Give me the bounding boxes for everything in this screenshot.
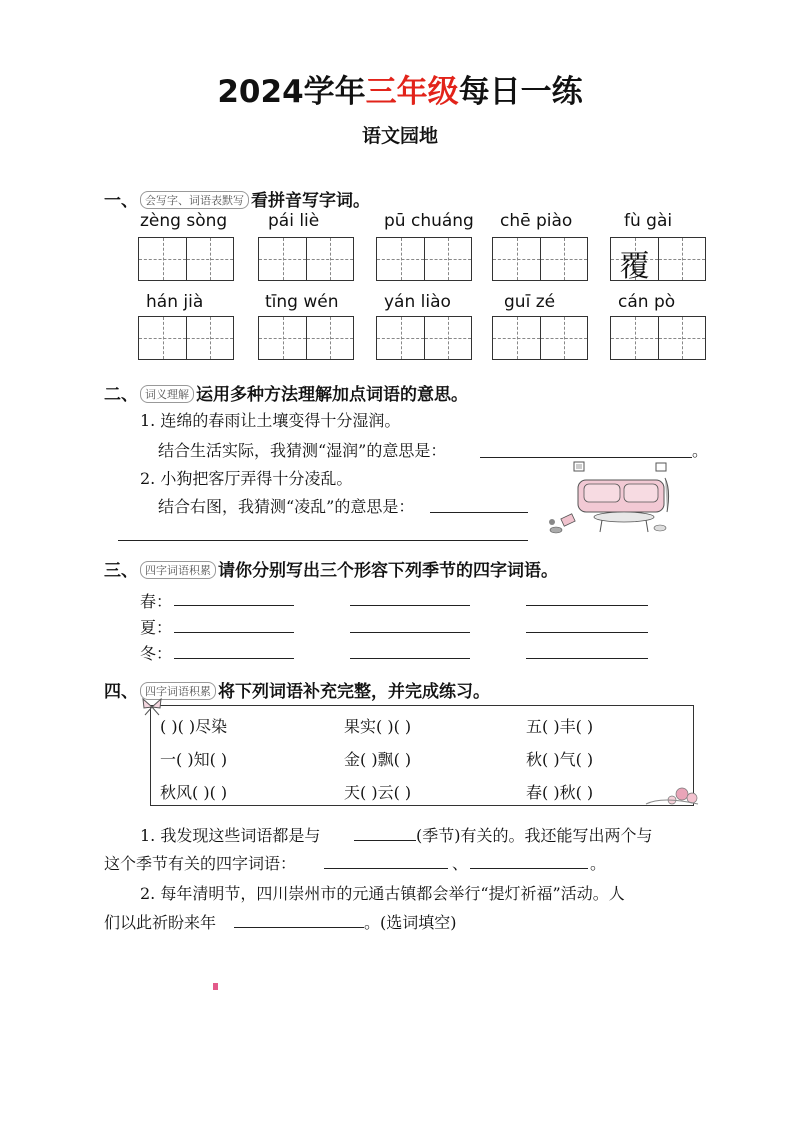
pinyin-label: cán pò: [618, 292, 676, 312]
section1-heading: [104, 186, 370, 211]
grid-cell[interactable]: [259, 317, 306, 359]
grid-cell[interactable]: [611, 317, 658, 359]
page-subtitle: 语文园地: [361, 125, 438, 147]
section2-number: 二、: [104, 385, 138, 405]
season-label-spring: 春：: [140, 592, 173, 611]
answer-line[interactable]: [350, 612, 470, 633]
grid-cell[interactable]: [424, 238, 471, 280]
section2-tag: 词义理解: [140, 385, 194, 403]
grid-cell[interactable]: [259, 238, 306, 280]
grid-cell[interactable]: [186, 238, 233, 280]
answer-line[interactable]: [526, 612, 648, 633]
idiom-item: ( )( )尽染: [160, 717, 228, 736]
answer-line[interactable]: [234, 907, 364, 928]
section2-instruction: 运用多种方法理解加点词语的意思。: [196, 385, 468, 405]
title-highlight: 三年级: [365, 74, 459, 110]
title-prefix: 2024学年: [217, 74, 366, 110]
writing-grid[interactable]: [258, 237, 354, 281]
answer-line[interactable]: [430, 492, 528, 513]
section2-q1-prompt: 结合生活实际，我猜测“湿润”的意思是：: [158, 441, 447, 460]
section1-number: 一、: [104, 191, 138, 211]
grid-cell[interactable]: [139, 238, 186, 280]
section4-tag: 四字词语积累: [140, 682, 216, 700]
pinyin-label: hán jià: [146, 292, 204, 312]
pinyin-label: guī zé: [504, 292, 556, 312]
page-title: [0, 66, 800, 111]
section1-tag: 会写字、词语表默写: [140, 191, 249, 209]
idiom-item: 金( )飘( ): [344, 750, 412, 769]
grid-cell[interactable]: [424, 317, 471, 359]
answer-line[interactable]: [324, 848, 448, 869]
writing-grid[interactable]: [376, 237, 472, 281]
grid-cell[interactable]: [493, 238, 540, 280]
section4-q1-part-a: 1. 我发现这些词语都是与: [140, 826, 321, 845]
section4-number: 四、: [104, 682, 138, 702]
answer-line[interactable]: [526, 585, 648, 606]
grid-char: 覆: [619, 249, 650, 284]
flowers-decoration-icon: [642, 782, 702, 808]
answer-line[interactable]: [350, 585, 470, 606]
section2-q2-prompt: 结合右图，我猜测“凌乱”的意思是：: [158, 497, 415, 516]
pinyin-label: pū chuáng: [384, 211, 474, 231]
section4-q1-part-c: 这个季节有关的四字词语：: [104, 854, 297, 873]
grid-cell[interactable]: [658, 238, 705, 280]
pinyin-label: zèng sòng: [140, 211, 228, 231]
section4-q2-part-b: 们以此祈盼来年: [104, 913, 217, 932]
section3-tag: 四字词语积累: [140, 561, 216, 579]
answer-line[interactable]: [174, 638, 294, 659]
answer-line[interactable]: [118, 520, 528, 541]
pink-dot-mark: [213, 983, 218, 990]
idiom-item: 一( )知( ): [160, 750, 228, 769]
idiom-box: [150, 705, 694, 806]
grid-cell[interactable]: [540, 317, 587, 359]
pinyin-label: tīng wén: [265, 292, 339, 312]
grid-cell[interactable]: [139, 317, 186, 359]
grid-cell[interactable]: [377, 317, 424, 359]
pinyin-label: yán liào: [384, 292, 451, 312]
writing-grid[interactable]: [492, 316, 588, 360]
section4-q2-part-c: 。(选词填空): [364, 913, 457, 932]
grid-cell[interactable]: [658, 317, 705, 359]
grid-cell[interactable]: [306, 238, 353, 280]
end-mark: 。: [692, 441, 709, 460]
answer-line[interactable]: [354, 820, 416, 841]
section4-q2-part-a: 2. 每年清明节，四川崇州市的元通古镇都会举行“提灯祈福”活动。人: [140, 884, 625, 903]
grid-cell[interactable]: [540, 238, 587, 280]
idiom-item: 天( )云( ): [344, 783, 412, 802]
season-label-summer: 夏：: [140, 618, 173, 637]
section4-q1-part-b: (季节)有关的。我还能写出两个与: [416, 826, 653, 845]
writing-grid[interactable]: [138, 316, 234, 360]
pinyin-label: fù gài: [624, 211, 673, 231]
idiom-item: 五( )丰( ): [526, 717, 594, 736]
answer-line[interactable]: [480, 437, 692, 458]
pinyin-label: pái liè: [268, 211, 320, 231]
answer-line[interactable]: [174, 585, 294, 606]
writing-grid[interactable]: [492, 237, 588, 281]
section3-heading: [104, 556, 558, 581]
writing-grid[interactable]: [610, 237, 706, 284]
title-suffix: 每日一练: [458, 74, 583, 110]
grid-cell[interactable]: [186, 317, 233, 359]
answer-line[interactable]: [526, 638, 648, 659]
idiom-item: 秋风( )( ): [160, 783, 228, 802]
writing-grid[interactable]: [258, 316, 354, 360]
answer-line[interactable]: [174, 612, 294, 633]
idiom-item: 果实( )( ): [344, 717, 412, 736]
grid-cell[interactable]: [377, 238, 424, 280]
answer-line[interactable]: [470, 848, 588, 869]
grid-cell[interactable]: [611, 238, 658, 284]
season-label-winter: 冬：: [140, 644, 173, 663]
section2-heading: [104, 380, 468, 405]
writing-grid[interactable]: [138, 237, 234, 281]
writing-grid[interactable]: [376, 316, 472, 360]
grid-cell[interactable]: [493, 317, 540, 359]
end-mark: 。: [590, 854, 607, 873]
section4-instruction: 将下列词语补充完整，并完成练习。: [218, 682, 490, 702]
section2-question2: 2. 小狗把客厅弄得十分凌乱。: [140, 469, 353, 488]
pinyin-label: chē piào: [500, 211, 573, 231]
idiom-item: 秋( )气( ): [526, 750, 594, 769]
grid-cell[interactable]: [306, 317, 353, 359]
messy-living-room-illustration: [544, 460, 684, 540]
writing-grid[interactable]: [610, 316, 706, 360]
section3-number: 三、: [104, 561, 138, 581]
section2-question1: 1. 连绵的春雨让土壤变得十分湿润。: [140, 411, 401, 430]
section1-instruction: 看拼音写字词。: [251, 191, 370, 211]
answer-line[interactable]: [350, 638, 470, 659]
idiom-item: 春( )秋( ): [526, 783, 594, 802]
section3-instruction: 请你分别写出三个形容下列季节的四字词语。: [218, 561, 558, 581]
separator: 、: [452, 854, 469, 873]
